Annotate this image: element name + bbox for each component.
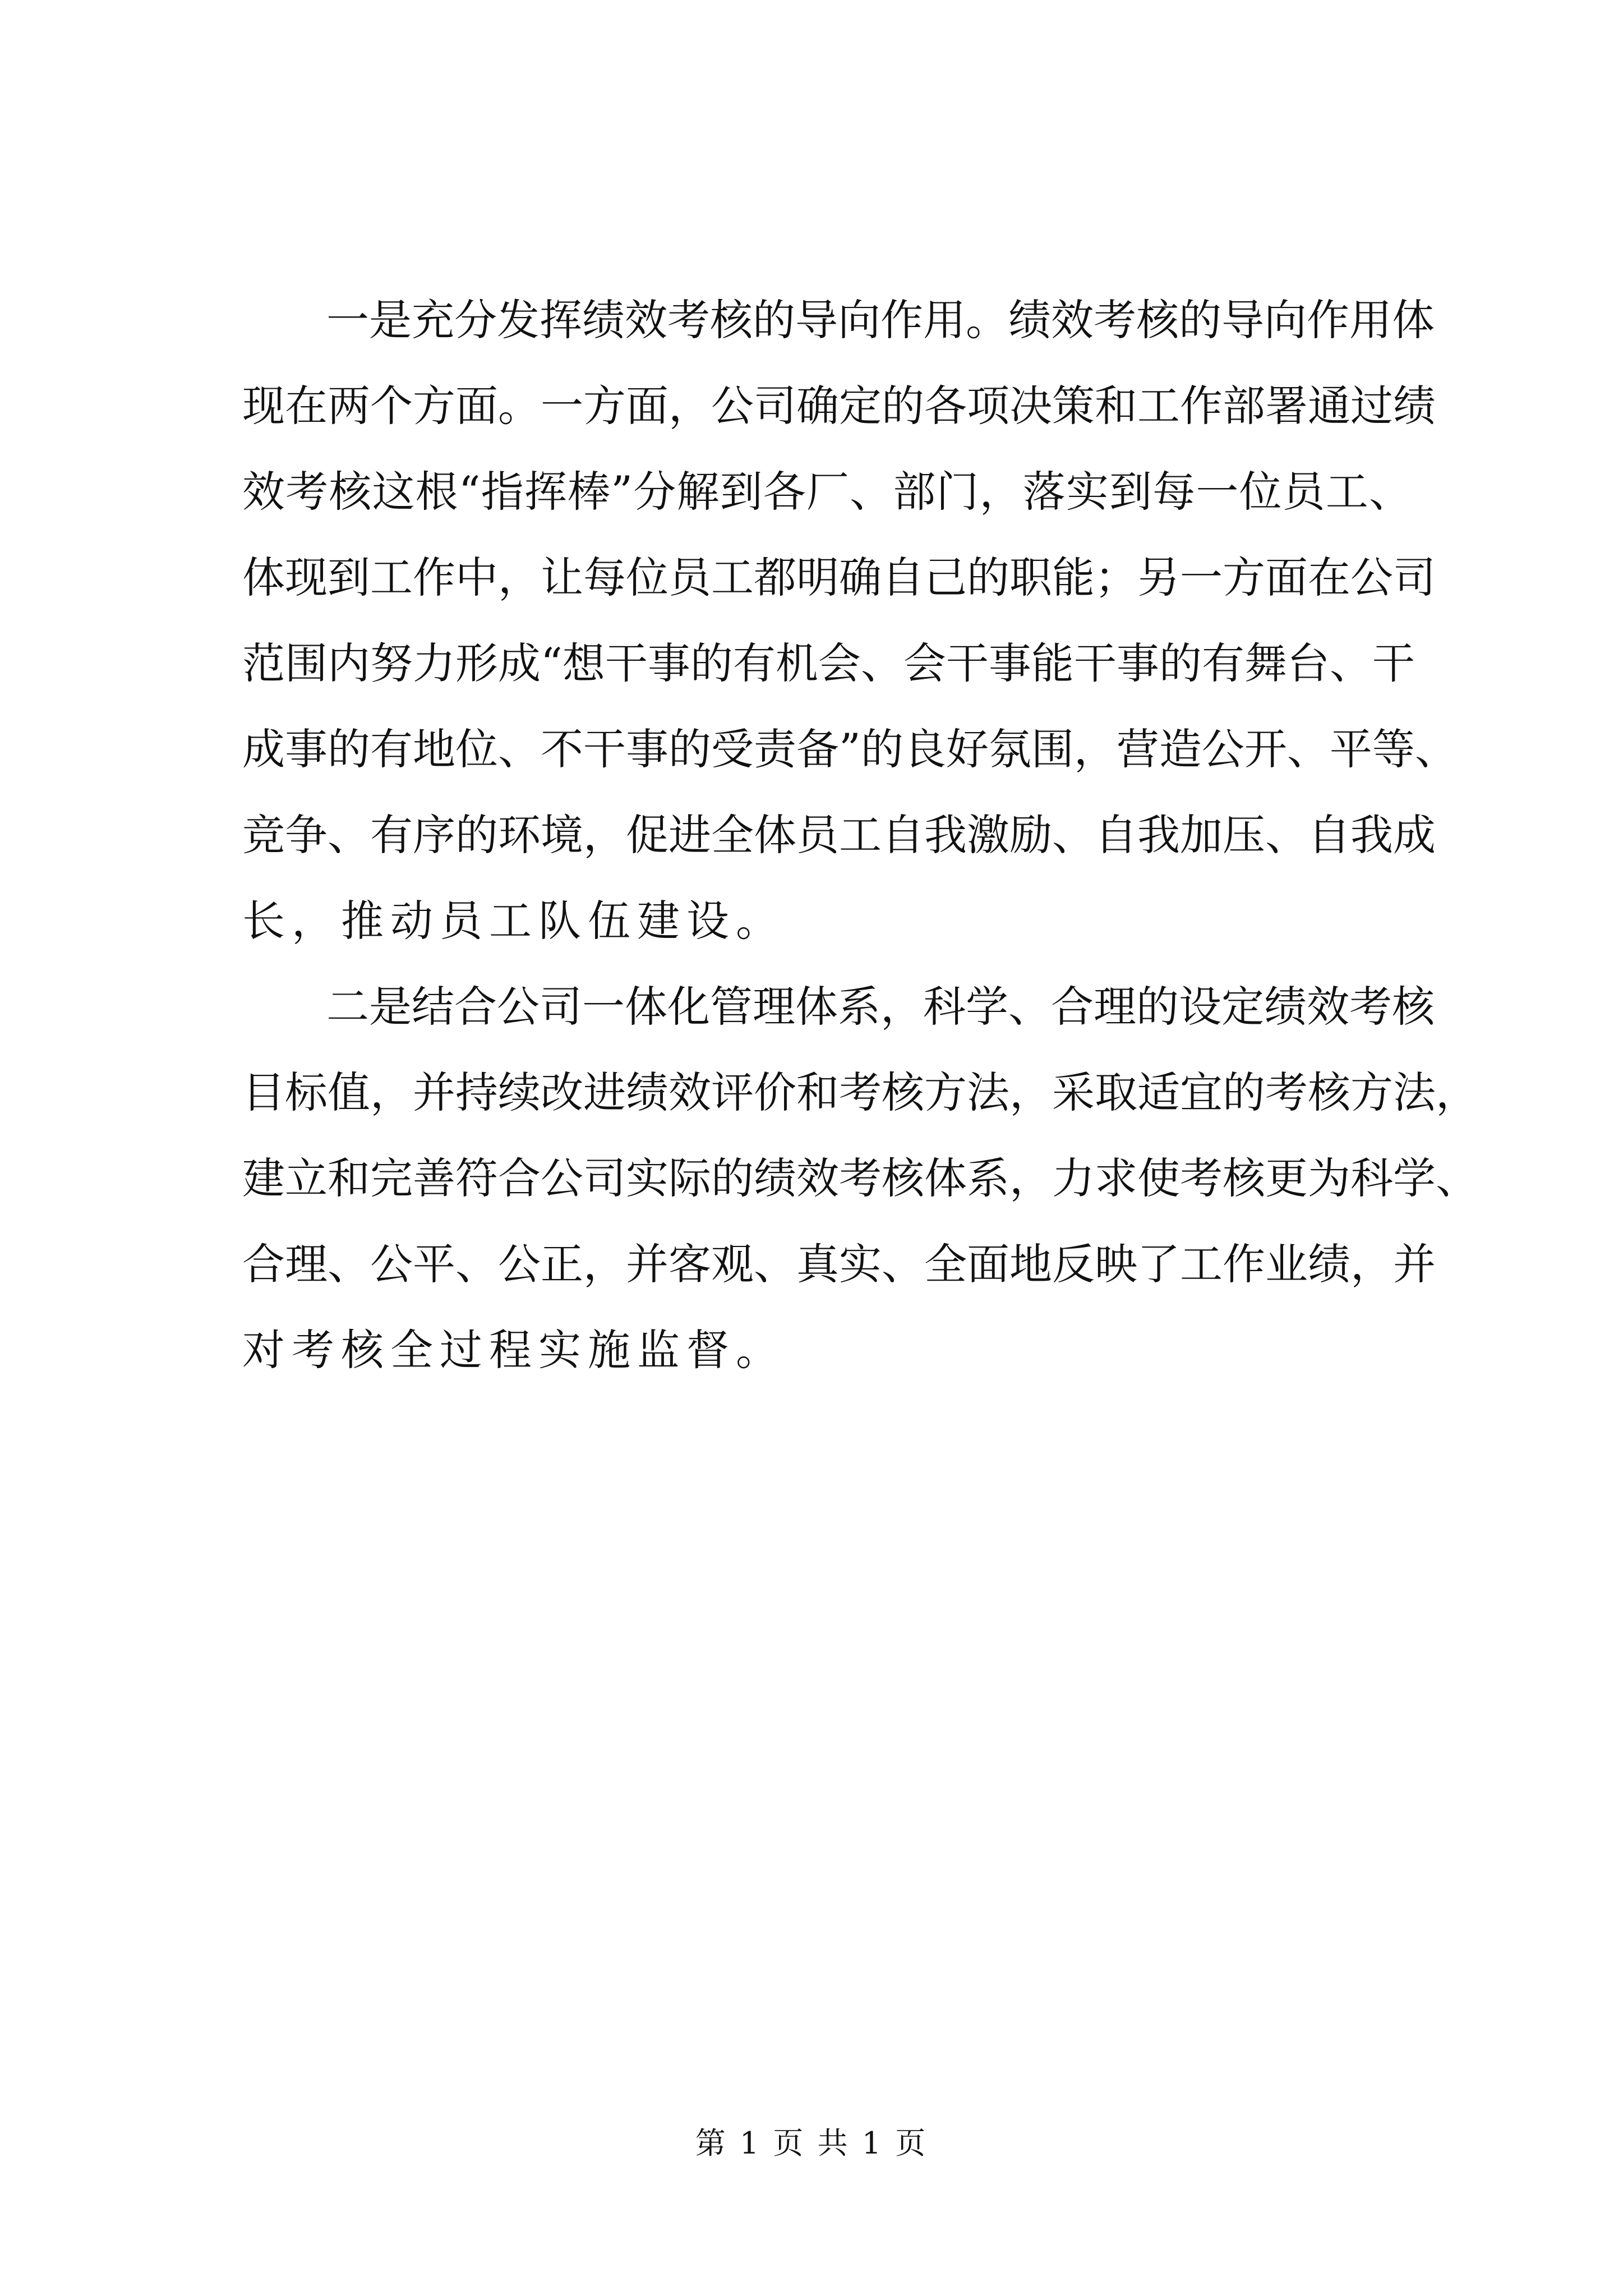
paragraph-1-line-5: 范围内努力形成“想干事的有机会、会干事能干事的有舞台、干 xyxy=(242,638,1415,688)
paragraph-1-line-3: 效考核这根“指挥棒”分解到各厂、部门，落实到每一位员工、 xyxy=(242,467,1412,517)
paragraph-1-line-8: 长，推动员工队伍建设。 xyxy=(242,896,785,946)
document-body xyxy=(242,295,1478,1412)
page-footer: 第 1 页 共 1 页 xyxy=(695,2125,928,2161)
paragraph-1-line-4: 体现到工作中，让每位员工都明确自己的职能；另一方面在公司 xyxy=(242,553,1436,602)
paragraph-1-line-1: 一是充分发挥绩效考核的导向作用。绩效考核的导向作用体 xyxy=(326,295,1435,345)
paragraph-2-line-2: 目标值，并持续改进绩效评价和考核方法，采取适宜的考核方法， xyxy=(242,1068,1478,1117)
paragraph-2-line-1: 二是结合公司一体化管理体系，科学、合理的设定绩效考核 xyxy=(326,982,1435,1032)
paragraph-1-line-2: 现在两个方面。一方面，公司确定的各项决策和工作部署通过绩 xyxy=(242,381,1436,431)
paragraph-2-line-4: 合理、公平、公正，并客观、真实、全面地反映了工作业绩，并 xyxy=(242,1239,1436,1289)
paragraph-1-line-6: 成事的有地位、不干事的受责备”的良好氛围，营造公开、平等、 xyxy=(242,724,1458,774)
paragraph-2-line-3: 建立和完善符合公司实际的绩效考核体系，力求使考核更为科学、 xyxy=(242,1153,1478,1203)
paragraph-1-line-7: 竞争、有序的环境，促进全体员工自我激励、自我加压、自我成 xyxy=(242,810,1436,860)
paragraph-2-line-5: 对考核全过程实施监督。 xyxy=(242,1325,785,1375)
